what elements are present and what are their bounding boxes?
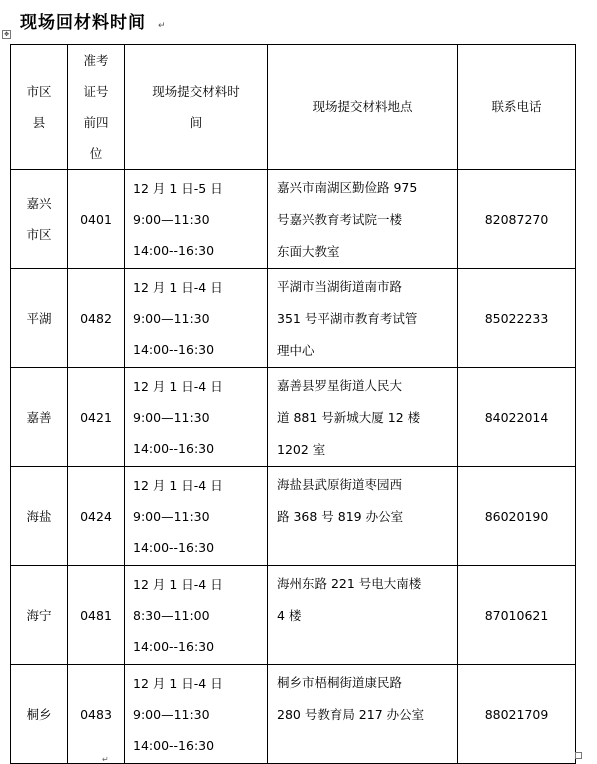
place-line: 4 楼 <box>277 608 302 623</box>
place-line: 海州东路 221 号电大南楼 <box>277 576 422 591</box>
time-line: 12 月 1 日-4 日 <box>133 378 223 394</box>
place-line: 理中心 <box>277 343 315 358</box>
header-time-line: 间 <box>189 115 203 130</box>
schedule-table <box>10 44 576 764</box>
time-line: 14:00--16:30 <box>133 242 215 258</box>
header-code-line: 位 <box>89 146 103 161</box>
place-cell <box>268 170 458 269</box>
time-cell <box>125 665 268 764</box>
place-line: 平湖市当湖街道南市路 <box>277 279 403 294</box>
place-cell <box>268 269 458 368</box>
city-line: 嘉兴 <box>26 196 52 211</box>
time-cell <box>125 269 268 368</box>
city-cell <box>11 368 68 467</box>
place-line: 351 号平湖市教育考试管 <box>277 311 418 326</box>
phone-cell: 87010621 <box>458 566 576 665</box>
phone-cell: 85022233 <box>458 269 576 368</box>
time-line: 12 月 1 日-4 日 <box>133 279 223 295</box>
time-line: 8:30—11:00 <box>133 607 210 623</box>
place-line: 道 881 号新城大厦 12 楼 <box>277 410 421 425</box>
place-line: 嘉兴市南湖区勤俭路 975 <box>277 180 418 195</box>
time-line: 9:00—11:30 <box>133 310 210 326</box>
header-city-line: 市区 <box>26 84 52 99</box>
place-line: 东面大教室 <box>277 244 340 259</box>
header-code <box>68 45 125 170</box>
place-cell <box>268 467 458 566</box>
code-cell: 0424 <box>68 467 125 566</box>
time-line: 14:00--16:30 <box>133 440 215 456</box>
header-code-line: 准考 <box>83 53 109 68</box>
code-cell: 0481 <box>68 566 125 665</box>
phone-cell: 88021709 <box>458 665 576 764</box>
place-line: 1202 室 <box>277 442 326 457</box>
header-time <box>125 45 268 170</box>
table-row <box>11 665 576 764</box>
time-line: 12 月 1 日-4 日 <box>133 675 223 691</box>
city-line: 海宁 <box>26 607 52 623</box>
city-line: 桐乡 <box>26 706 52 722</box>
place-line: 号嘉兴教育考试院一楼 <box>277 212 403 227</box>
time-line: 12 月 1 日-4 日 <box>133 576 223 592</box>
code-cell: 0482 <box>68 269 125 368</box>
place-cell <box>268 368 458 467</box>
time-line: 14:00--16:30 <box>133 737 215 753</box>
place-cell <box>268 665 458 764</box>
code-cell: 0421 <box>68 368 125 467</box>
city-cell <box>11 269 68 368</box>
time-cell <box>125 368 268 467</box>
city-cell <box>11 170 68 269</box>
time-line: 9:00—11:30 <box>133 706 210 722</box>
phone-cell: 86020190 <box>458 467 576 566</box>
time-line: 12 月 1 日-5 日 <box>133 180 223 196</box>
place-line: 桐乡市梧桐街道康民路 <box>277 675 403 690</box>
table-move-handle-icon[interactable]: ✥ <box>3 31 10 38</box>
city-cell <box>11 566 68 665</box>
time-line: 9:00—11:30 <box>133 508 210 524</box>
time-line: 12 月 1 日-4 日 <box>133 477 223 493</box>
table-row <box>11 566 576 665</box>
code-cell: 0401 <box>68 170 125 269</box>
time-cell <box>125 170 268 269</box>
table-row <box>11 269 576 368</box>
place-cell <box>268 566 458 665</box>
page-title: 现场回材料时间 ↵ <box>20 13 167 33</box>
table-row <box>11 368 576 467</box>
header-city <box>11 45 68 170</box>
place-line: 海盐县武原街道枣园西 <box>277 477 403 492</box>
table-row <box>11 467 576 566</box>
time-cell <box>125 467 268 566</box>
table-row <box>11 170 576 269</box>
header-place: 现场提交材料地点 <box>268 45 458 170</box>
time-line: 9:00—11:30 <box>133 409 210 425</box>
city-line: 海盐 <box>26 508 52 524</box>
header-phone: 联系电话 <box>458 45 576 170</box>
phone-cell: 82087270 <box>458 170 576 269</box>
place-line: 280 号教育局 217 办公室 <box>277 707 425 722</box>
time-cell <box>125 566 268 665</box>
header-row <box>11 45 576 170</box>
city-line: 嘉善 <box>26 409 52 425</box>
header-code-line: 前四 <box>83 115 109 130</box>
table-resize-handle-icon[interactable] <box>575 752 582 759</box>
city-cell <box>11 467 68 566</box>
time-line: 14:00--16:30 <box>133 341 215 357</box>
code-cell: 0483 <box>68 665 125 764</box>
place-line: 嘉善县罗星街道人民大 <box>277 378 403 393</box>
header-city-line: 县 <box>32 115 46 130</box>
paragraph-mark-icon: ↵ <box>102 755 109 764</box>
header-time-line: 现场提交材料时 <box>152 84 240 99</box>
city-line: 市区 <box>26 227 52 242</box>
time-line: 9:00—11:30 <box>133 211 210 227</box>
city-line: 平湖 <box>26 310 52 326</box>
paragraph-mark-icon: ↵ <box>158 21 167 31</box>
place-line: 路 368 号 819 办公室 <box>277 509 404 524</box>
time-line: 14:00--16:30 <box>133 638 215 654</box>
phone-cell: 84022014 <box>458 368 576 467</box>
time-line: 14:00--16:30 <box>133 539 215 555</box>
header-code-line: 证号 <box>83 84 109 99</box>
city-cell <box>11 665 68 764</box>
